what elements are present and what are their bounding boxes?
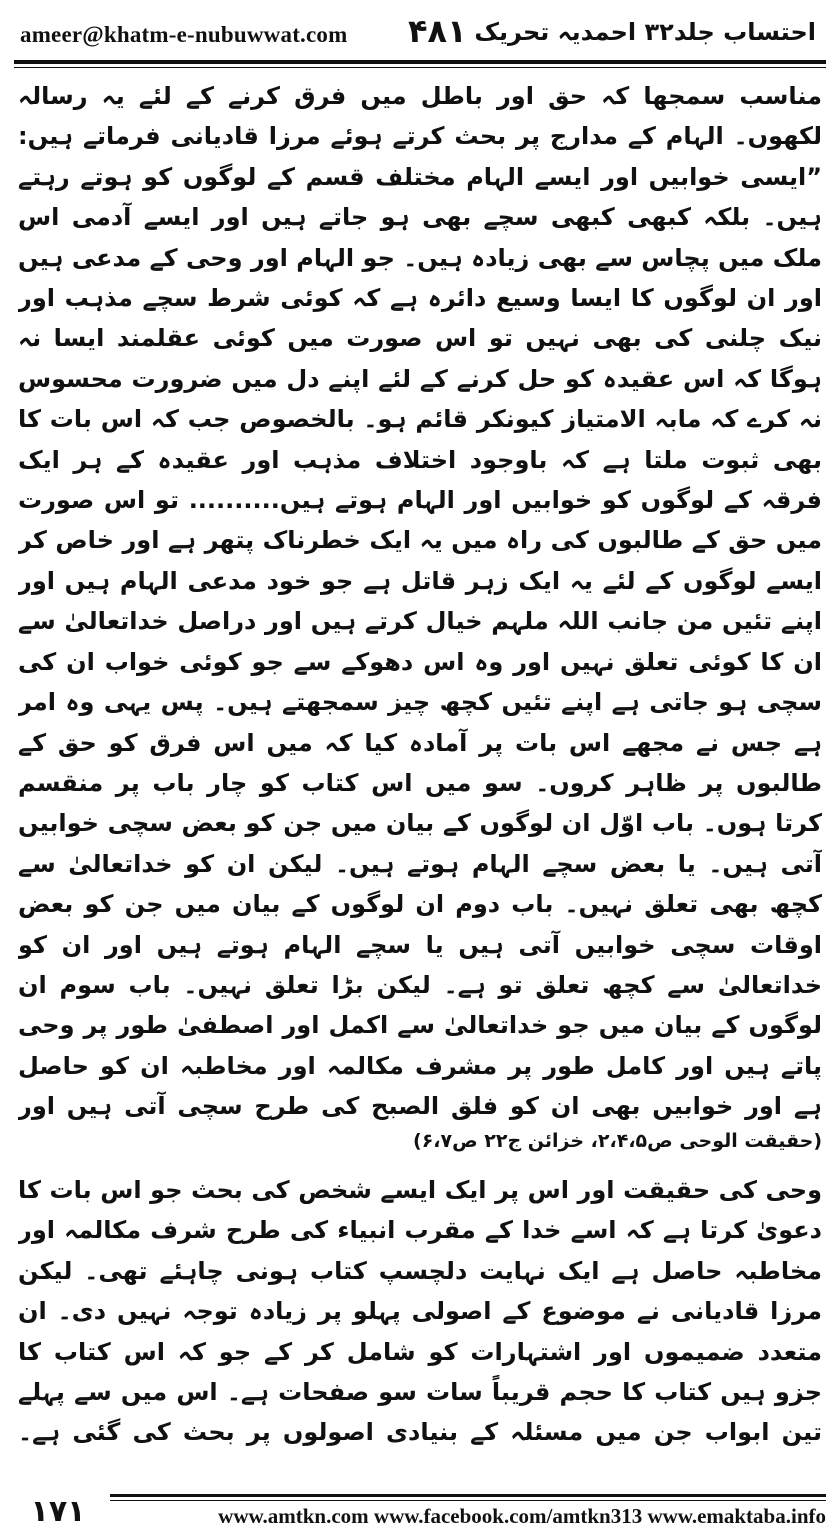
page-footer [14, 1492, 826, 1534]
paragraph-commentary: وحی کی حقیقت اور اس پر ایک ایسے شخص کی بحث جو اس بات کا دعویٰ کرتا ہے کہ اسے خدا کے مقرب انبیاء کی طرح شرف مکالمہ اور مخاطبہ حاصل ہے ایک نہایت دلچسپ کتاب ہونی چاہئے تھی۔ لیکن مرزا قادیانی نے موضوع کے اصولی پہلو پر زیادہ توجہ نہیں دی۔ ان متعدد ضمیموں اور اشتہارات کو شامل کر کے جو کہ اس کتاب کا جزو ہیں کتاب کا حجم قریباً سات سو صفحات ہے۔ اس میں سے پہلے تین ابواب جن میں مسئلہ کے بنیادی اصولوں پر بحث کی گئی ہے۔ [18, 1176, 822, 1447]
header-email[interactable]: ameer@khatm-e-nubuwwat.com [20, 22, 348, 47]
header-rule-thick [14, 60, 826, 64]
footer-links[interactable]: www.amtkn.com www.facebook.com/amtkn313 www.emaktaba.info [218, 1504, 826, 1528]
header-rule-thin [14, 67, 826, 68]
footer-page-number: ۱۷۱ [30, 1494, 86, 1529]
page-header [14, 6, 826, 58]
header-page-number: ۴۸۱ [408, 12, 467, 50]
footer-rule-thin [110, 1500, 826, 1501]
paragraph-quote: مناسب سمجھا کہ حق اور باطل میں فرق کرنے کے لئے یہ رسالہ لکھوں۔ الہام کے مدارج پر بحث کرتے ہوئے مرزا قادیانی فرماتے ہیں: ”ایسی خوابیں اور ایسے الہام مختلف قسم کے لوگوں کو ہوتے رہتے ہیں۔ بلکہ کبھی کبھی سچے بھی ہو جاتے ہیں اور ایسے آدمی اس ملک میں پچاس سے بھی زیادہ ہیں۔ جو الہام اور وحی کے مدعی ہیں اور ان لوگوں کا ایسا وسیع دائرہ ہے کہ کوئی شرط سچے مذہب اور نیک چلنی کی بھی نہیں تو اس صورت میں کوئی عقلمند ایسا نہ ہوگا کہ اس عقیدہ کو حل کرنے کے لئے اپنے دل میں ضرورت محسوس نہ کرے کہ مابہ الامتیاز کیونکر قائم ہو۔ بالخصوص جب کہ اس بات کا بھی ثبوت ملتا ہے کہ باوجود اختلاف مذہب اور عقیدہ کے ہر ایک فرقہ کے لوگوں کو خوابیں اور الہام ہوتے ہیں.......... تو اس صورت میں حق کے طالبوں کی راہ میں یہ ایک خطرناک پتھر ہے اور خاص کر ایسے لوگوں کے لئے یہ ایک زہر قاتل ہے جو خود مدعی الہام ہیں اور اپنے تئیں من جانب اللہ ملہم خیال کرتے ہیں اور دراصل خداتعالیٰ سے ان کا کوئی تعلق نہیں اور وہ اس دھوکے سے جو کوئی خواب ان کی سچی ہو جاتی ہے اپنے تئیں کچھ چیز سمجھتے ہیں۔ پس یہی وہ امر ہے جس نے مجھے اس بات پر آمادہ کیا کہ میں اس فرق کو حق کے طالبوں پر ظاہر کروں۔ سو میں اس کتاب کو چار باب پر منقسم کرتا ہوں۔ باب اوّل ان لوگوں کے بیان میں جن کو بعض سچی خوابیں آتی ہیں۔ یا بعض سچے الہام ہوتے ہیں۔ لیکن ان کو خداتعالیٰ سے کچھ بھی تعلق نہیں۔ باب دوم ان لوگوں کے بیان میں جن کو بعض اوقات سچی خوابیں آتی ہیں یا سچے الہام ہوتے ہیں اور ان کو خداتعالیٰ سے کچھ تعلق تو ہے۔ لیکن بڑا تعلق نہیں۔ باب سوم ان لوگوں کے بیان میں جو خداتعالیٰ سے اکمل اور اصطفیٰ طور پر وحی پاتے ہیں اور کامل طور پر مشرف مکالمہ اور مخاطبہ ان کو حاصل ہے اور خوابیں بھی ان کو فلق الصبح کی طرح سچی آتی ہیں اور [18, 82, 822, 1121]
body-text [18, 76, 822, 1460]
citation-reference: (حقیقت الوحی ص۲،۴،۵، خزائن ج۲۲ ص۶،۷) [413, 1130, 822, 1152]
footer-rule-thick [110, 1494, 826, 1497]
header-title: احتساب جلد۳۲ احمدیہ تحریک [474, 18, 816, 46]
